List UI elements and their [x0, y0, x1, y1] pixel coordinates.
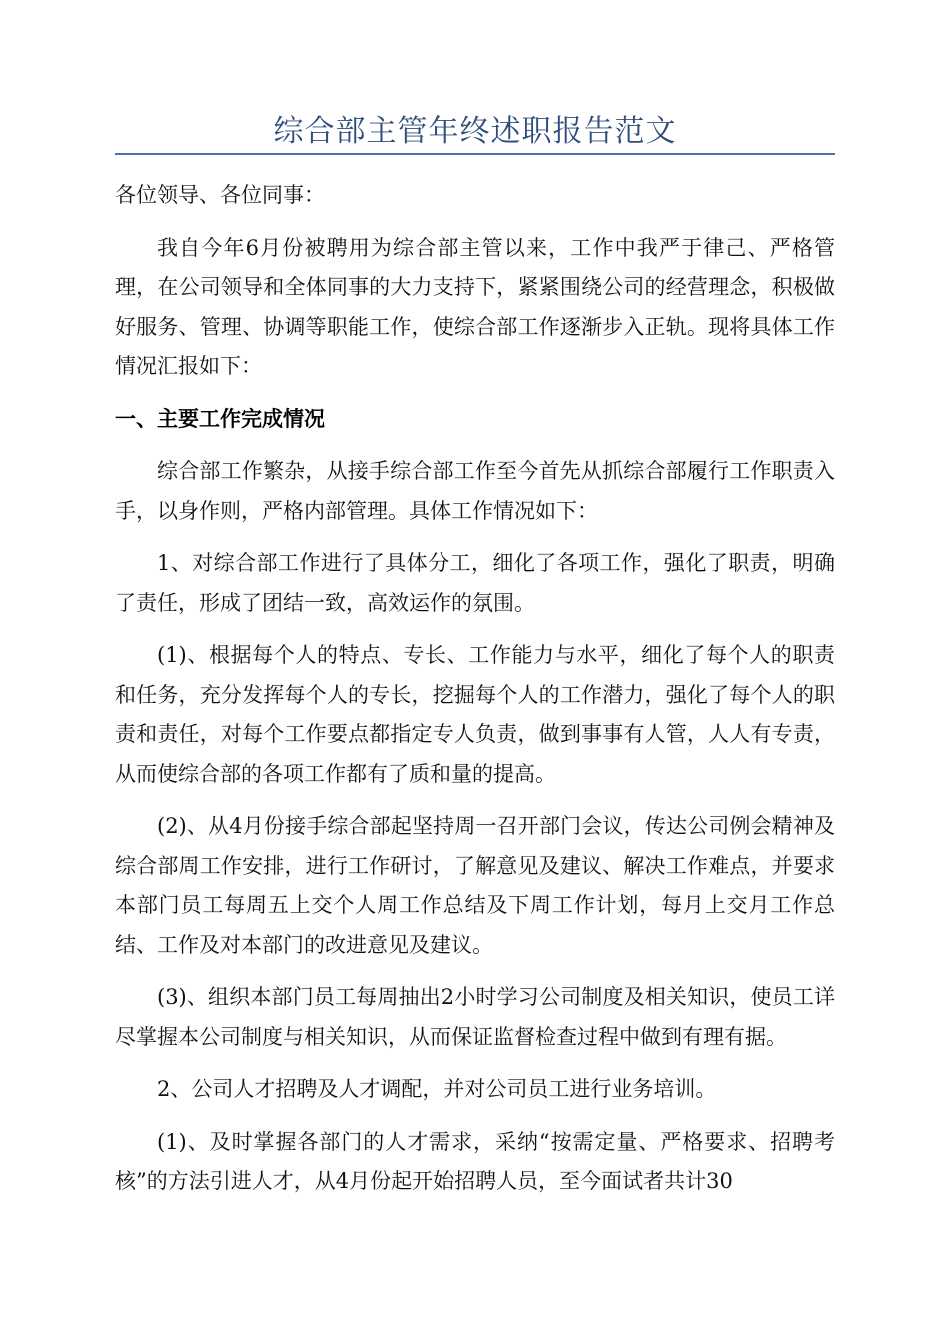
salutation: 各位领导、各位同事：: [115, 183, 325, 207]
section-heading: 一、主要工作完成情况: [115, 406, 325, 431]
item-2-paragraph: 2、公司人才招聘及人才调配，并对公司员工进行业务培训。: [157, 1077, 717, 1101]
item-1-sub-2-paragraph: (2)、从4月份接手综合部起坚持周一召开部门会议，传达公司例会精神及综合部周工作安排，进行工作研讨，了解意见及建议、解决工作难点，并要求本部门员工每周五上交个人周工作总结及下周工作计划，每月上交月工作总结、工作及对本部门的改进意见及建议。: [115, 814, 835, 957]
item-2-sub-1-paragraph: (1)、及时掌握各部门的人才需求，采纳“按需定量、严格要求、招聘考核”的方法引进人才，从4月份起开始招聘人员，至今面试者共计30: [115, 1129, 835, 1193]
item-1-sub-1-paragraph: (1)、根据每个人的特点、专长、工作能力与水平，细化了每个人的职责和任务，充分发挥每个人的专长，挖掘每个人的工作潜力，强化了每个人的职责和责任，对每个工作要点都指定专人负责，做到事事有人管，人人有专责，从而使综合部的各项工作都有了质和量的提高。: [115, 643, 835, 786]
title-underline: [115, 153, 835, 155]
item-1-paragraph: 1、对综合部工作进行了具体分工，细化了各项工作，强化了职责，明确了责任，形成了团结一致，高效运作的氛围。: [115, 551, 835, 615]
section-intro-paragraph: 综合部工作繁杂，从接手综合部工作至今首先从抓综合部履行工作职责入手，以身作则，严格内部管理。具体工作情况如下：: [115, 459, 835, 523]
document-title: 综合部主管年终述职报告范文: [273, 114, 677, 149]
item-1-sub-3-paragraph: (3)、组织本部门员工每周抽出2小时学习公司制度及相关知识，使员工详尽掌握本公司制度与相关知识，从而保证监督检查过程中做到有理有据。: [115, 985, 835, 1049]
intro-paragraph: 我自今年6月份被聘用为综合部主管以来，工作中我严于律己、严格管理，在公司领导和全体同事的大力支持下，紧紧围绕公司的经营理念，积极做好服务、管理、协调等职能工作，使综合部工作逐渐步入正轨。现将具体工作情况汇报如下：: [115, 235, 835, 378]
document-body: [115, 176, 835, 1215]
